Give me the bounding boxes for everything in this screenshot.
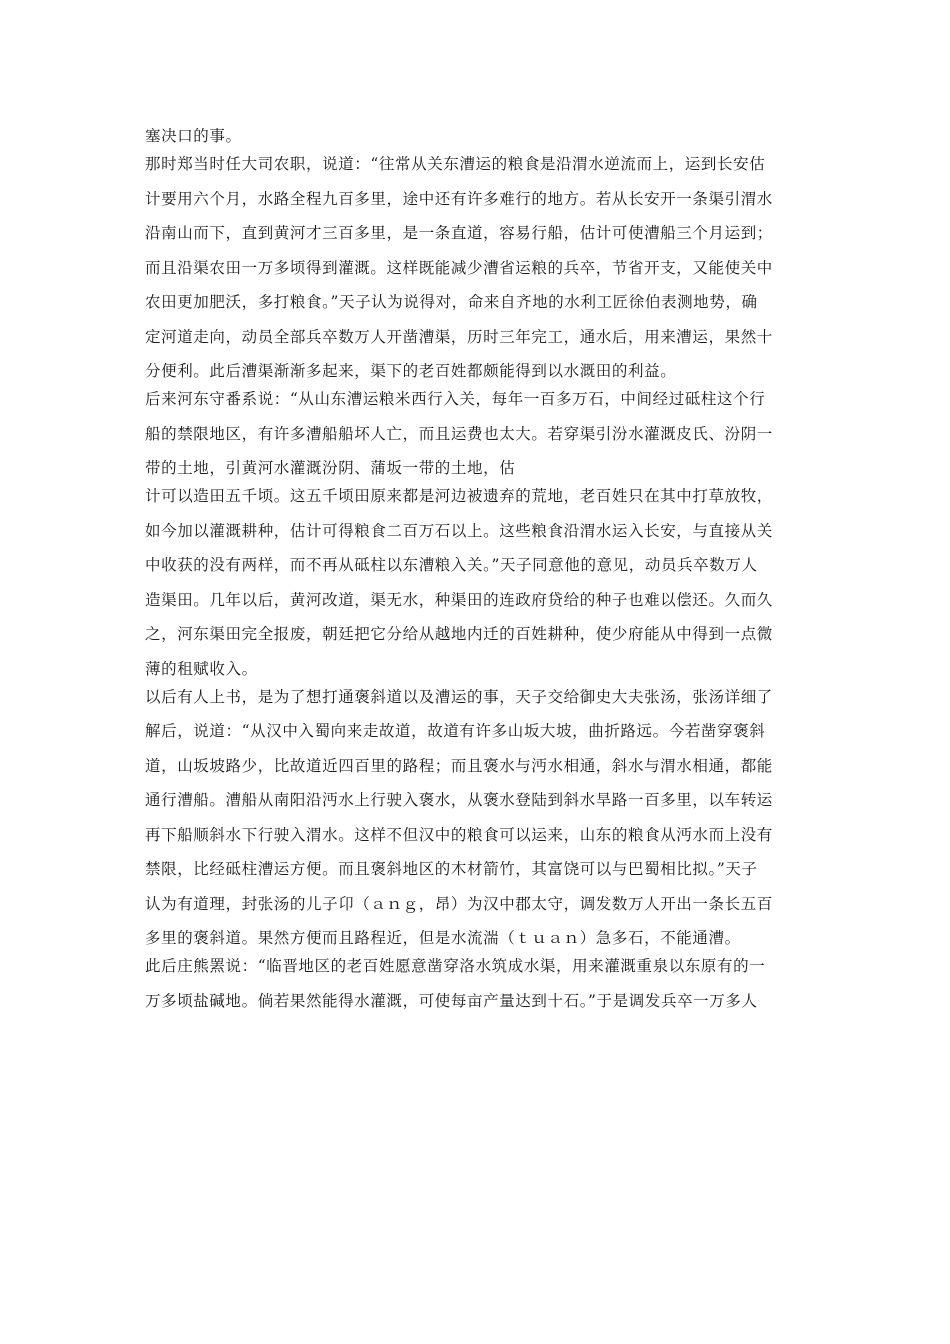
text-line: 薄的租赋收入。 [145,659,258,678]
text-line: 中收获的没有两样，而不再从砥柱以东漕粮入关。”天子同意他的意见，动员兵卒数万人 [145,556,758,574]
text-line: 造渠田。几年以后，黄河改道，渠无水，种渠田的连政府贷给的种子也难以偿还。久而久 [145,590,773,609]
text-line: 认为有道理，封张汤的儿子卬（ａｎｇ，昂）为汉中郡太守，调发数万人开出一条长五百 [145,894,773,913]
text-line: 多里的褒斜道。果然方便而且路程近，但是水流湍（ｔｕａｎ）急多石，不能通漕。 [145,929,741,947]
text-line: 后来河东守番系说：“从山东漕运粮米西行入关，每年一百多万石，中间经过砥柱这个行 [145,390,766,408]
text-line: 计可以造田五千顷。这五千顷田原来都是河边被遗弃的荒地，老百姓只在其中打草放牧， [145,487,773,505]
text-line: 船的禁限地区，有许多漕船船坏人亡，而且运费也太大。若穿渠引汾水灌溉皮氏、汾阴一 [145,424,773,443]
text-line: 定河道走向，动员全部兵卒数万人开凿漕渠，历时三年完工，通水后，用来漕运，果然十 [145,327,773,346]
text-line: 计要用六个月，水路全程九百多里，途中还有许多难行的地方。若从长安开一条渠引渭水 [145,189,773,208]
text-line: 那时郑当时任大司农职，说道：“往常从关东漕运的粮食是沿渭水逆流而上，运到长安估 [145,155,766,173]
text-line: 沿南山而下，直到黄河才三百多里，是一条直道，容易行船，估计可使漕船三个月运到； [145,224,773,242]
text-line: 以后有人上书，是为了想打通褒斜道以及漕运的事，天子交给御史大夫张汤，张汤详细了 [145,687,773,706]
text-line: 再下船顺斜水下行驶入渭水。这样不但汉中的粮食可以运来，山东的粮食从沔水而上没有 [145,825,773,844]
text-line: 带的土地，引黄河水灌溉汾阴、蒲坂一带的土地，估 [145,459,516,477]
text-line: 塞决口的事。 [145,127,242,145]
text-line: 万多顷盐碱地。倘若果然能得水灌溉，可使每亩产量达到十石。”于是调发兵卒一万多人 [145,991,758,1010]
text-line: 而且沿渠农田一万多顷得到灌溉。这样既能减少漕省运粮的兵卒，节省开支，又能使关中 [145,258,773,277]
text-line: 分便利。此后漕渠渐渐多起来，渠下的老百姓都颇能得到以水溉田的利益。 [145,362,677,380]
text-line: 之，河东渠田完全报废，朝廷把它分给从越地内迁的百姓耕种，使少府能从中得到一点微 [145,625,773,643]
text-line: 如今加以灌溉耕种，估计可得粮食二百万石以上。这些粮食沿渭水运入长安，与直接从关 [145,521,773,540]
text-line: 道，山坂坡路少，比故道近四百里的路程；而且褒水与沔水相通，斜水与渭水相通，都能 [145,756,773,775]
text-line: 禁限，比经砥柱漕运方便。而且褒斜地区的木材箭竹，其富饶可以与巴蜀相比拟。”天子 [145,860,758,878]
text-line: 农田更加肥沃，多打粮食。”天子认为说得对，命来自齐地的水利工匠徐伯表测地势，确 [145,293,758,311]
body-text [145,126,807,1025]
text-line: 通行漕船。漕船从南阳沿沔水上行驶入褒水，从褒水登陆到斜水旱路一百多里，以车转运 [145,791,773,809]
text-line: 此后庄熊罴说：“临晋地区的老百姓愿意凿穿洛水筑成水渠，用来灌溉重泉以东原有的一 [145,957,766,975]
text-line: 解后，说道：“从汉中入蜀向来走故道，故道有许多山坂大坡，曲折路远。今若凿穿褒斜 [145,722,766,740]
